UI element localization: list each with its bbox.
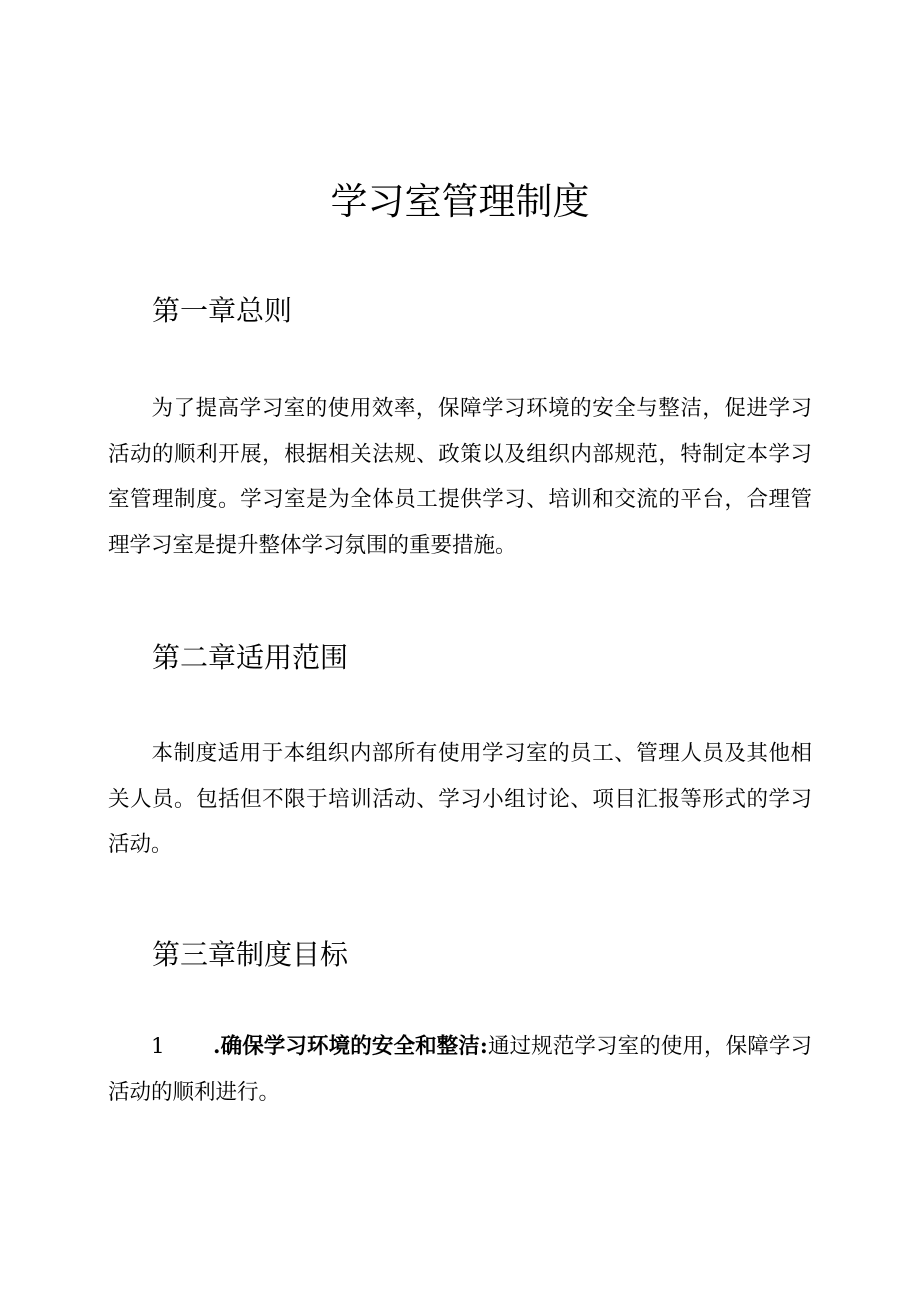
- paragraph-text: 本制度适用于本组织内部所有使用学习室的员工、管理人员及其他相关人员。包括但不限于培训活动、学习小组讨论、项目汇报等形式的学习活动。: [108, 741, 812, 857]
- chapter-heading-general: 第一章总则: [152, 294, 293, 327]
- chapter-paragraph-scope: [108, 731, 812, 868]
- goal-item-number: 1: [151, 1034, 165, 1059]
- document-title: 学习室管理制度: [330, 180, 590, 223]
- chapter-heading-goals: 第三章制度目标: [152, 938, 349, 971]
- goal-item-text: 通过规范学习室的使用，保障学习活动的顺利进行。: [108, 1034, 812, 1105]
- goal-item: [108, 1024, 812, 1115]
- chapter-heading-scope: 第二章适用范围: [152, 641, 349, 674]
- goal-item-heading: .确保学习环境的安全和整洁:: [213, 1034, 488, 1059]
- chapter-paragraph-general: [108, 386, 812, 568]
- paragraph-text: 为了提高学习室的使用效率，保障学习环境的安全与整洁，促进学习活动的顺利开展，根据相关法规、政策以及组织内部规范，特制定本学习室管理制度。学习室是为全体员工提供学习、培训和交流的平台，合理管理学习室是提升整体学习氛围的重要措施。: [108, 396, 812, 558]
